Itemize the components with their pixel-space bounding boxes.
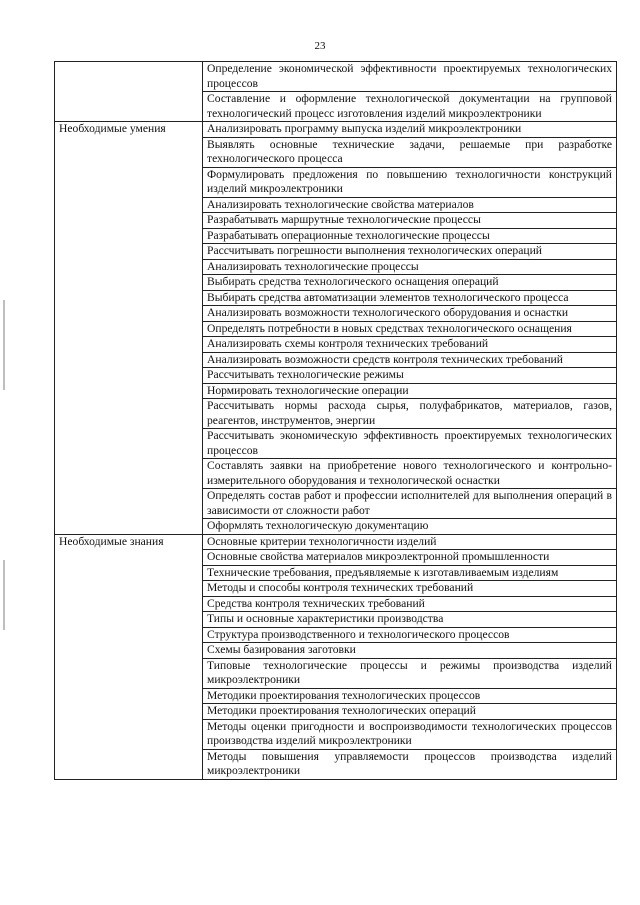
table-cell-item: Анализировать технологические процессы bbox=[203, 259, 617, 275]
table-cell-item: Технические требования, предъявляемые к изготавливаемым изделиям bbox=[203, 565, 617, 581]
table-cell-item: Анализировать возможности технологического оборудования и оснастки bbox=[203, 306, 617, 322]
table-cell-item: Средства контроля технических требований bbox=[203, 596, 617, 612]
table-cell-item: Составлять заявки на приобретение нового технологического и контрольно-измерительного оборудования и технологической оснастки bbox=[203, 459, 617, 489]
section-label-continued bbox=[55, 62, 203, 122]
table-cell-item: Разрабатывать операционные технологические процессы bbox=[203, 228, 617, 244]
page-number: 23 bbox=[314, 40, 326, 52]
table-cell-item: Определять потребности в новых средствах технологического оснащения bbox=[203, 321, 617, 337]
table-cell-item: Выявлять основные технические задачи, решаемые при разработке технологического процесса bbox=[203, 137, 617, 167]
section-label: Необходимые умения bbox=[55, 122, 203, 535]
table-cell-item: Анализировать программу выпуска изделий микроэлектроники bbox=[203, 122, 617, 138]
table-cell-item: Выбирать средства технологического оснащения операций bbox=[203, 275, 617, 291]
table-cell-item: Типовые технологические процессы и режимы производства изделий микроэлектроники bbox=[203, 658, 617, 688]
table-cell-item: Анализировать технологические свойства материалов bbox=[203, 197, 617, 213]
table-cell-item: Разрабатывать маршрутные технологические процессы bbox=[203, 213, 617, 229]
scan-edge-mark bbox=[3, 300, 5, 390]
table-cell-item: Основные свойства материалов микроэлектронной промышленности bbox=[203, 550, 617, 566]
section-label: Необходимые знания bbox=[55, 534, 203, 779]
table-cell-item: Методы оценки пригодности и воспроизводимости технологических процессов производства изделий микроэлектроники bbox=[203, 719, 617, 749]
table-cell-item: Определять состав работ и профессии исполнителей для выполнения операций в зависимости от сложности работ bbox=[203, 489, 617, 519]
table-cell-item: Анализировать возможности средств контроля технических требований bbox=[203, 352, 617, 368]
table-cell-item: Оформлять технологическую документацию bbox=[203, 519, 617, 535]
table-cell-item: Нормировать технологические операции bbox=[203, 383, 617, 399]
competency-table bbox=[54, 61, 617, 780]
table-cell-item: Определение экономической эффективности проектируемых технологических процессов bbox=[203, 62, 617, 92]
table-cell-item: Составление и оформление технологической документации на групповой технологический процесс изготовления изделий микроэлектроники bbox=[203, 92, 617, 122]
table-cell-item: Формулировать предложения по повышению технологичности конструкций изделий микроэлектроники bbox=[203, 167, 617, 197]
table-cell-item: Выбирать средства автоматизации элементов технологического процесса bbox=[203, 290, 617, 306]
table-cell-item: Схемы базирования заготовки bbox=[203, 643, 617, 659]
table-cell-item: Рассчитывать технологические режимы bbox=[203, 368, 617, 384]
table-cell-item: Методики проектирования технологических операций bbox=[203, 704, 617, 720]
table-cell-item: Методы и способы контроля технических требований bbox=[203, 581, 617, 597]
table-cell-item: Рассчитывать погрешности выполнения технологических операций bbox=[203, 244, 617, 260]
table-cell-item: Рассчитывать нормы расхода сырья, полуфабрикатов, материалов, газов, реагентов, инструментов, энергии bbox=[203, 399, 617, 429]
table-row bbox=[55, 62, 617, 92]
table-cell-item: Методы повышения управляемости процессов производства изделий микроэлектроники bbox=[203, 749, 617, 779]
table-cell-item: Структура производственного и технологического процессов bbox=[203, 627, 617, 643]
table-cell-item: Методики проектирования технологических процессов bbox=[203, 688, 617, 704]
table-cell-item: Анализировать схемы контроля технических требований bbox=[203, 337, 617, 353]
table-cell-item: Рассчитывать экономическую эффективность проектируемых технологических процессов bbox=[203, 429, 617, 459]
table-cell-item: Типы и основные характеристики производства bbox=[203, 612, 617, 628]
table-row bbox=[55, 122, 617, 138]
table-cell-item: Основные критерии технологичности изделий bbox=[203, 534, 617, 550]
scan-edge-mark bbox=[3, 560, 5, 630]
table-row bbox=[55, 534, 617, 550]
